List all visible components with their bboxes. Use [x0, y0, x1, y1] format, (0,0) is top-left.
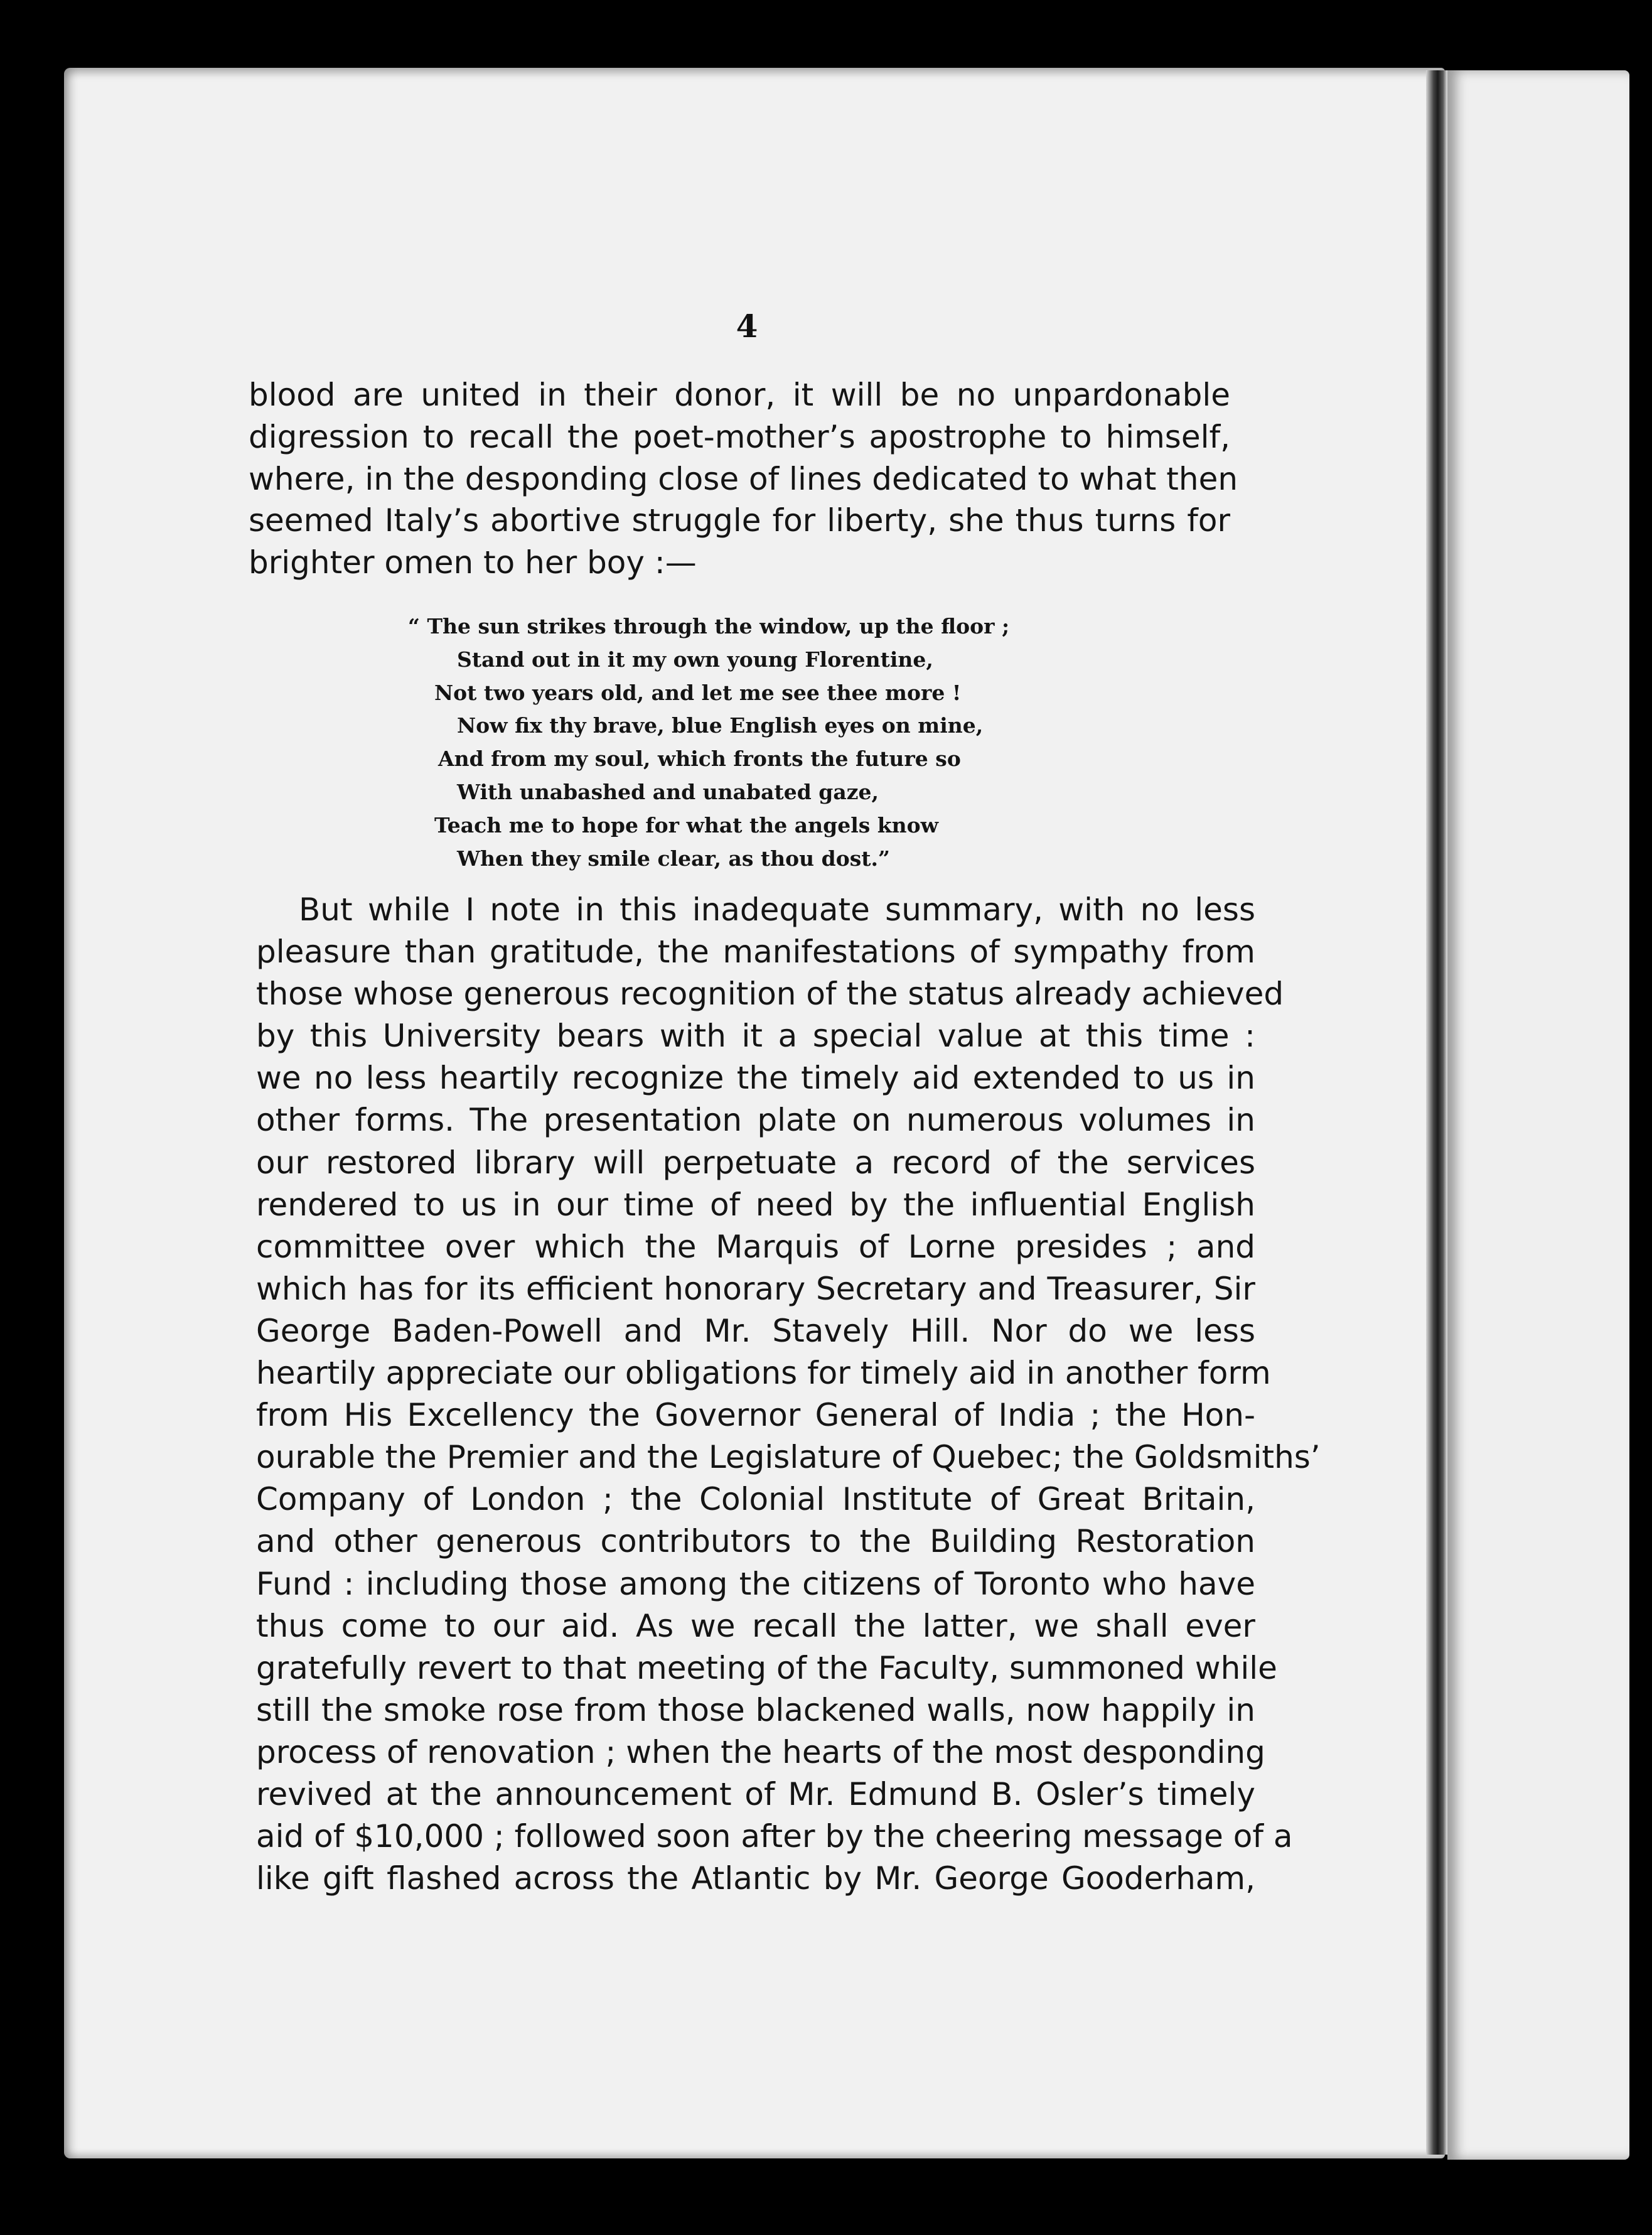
text-line: process of renovation ; when the hearts of the most desponding: [256, 1733, 1265, 1770]
verse-line: Now fix thy brave, blue English eyes on mine,: [457, 713, 984, 738]
text-line: committee over which the Marquis of Lorne presides ; and: [256, 1228, 1255, 1265]
text-line: which has for its efficient honorary Secretary and Treasurer, Sir: [256, 1270, 1255, 1307]
text-line: those whose generous recognition of the status already achieved: [256, 976, 1284, 1013]
verse-line: “ The sun strikes through the window, up the floor ;: [408, 614, 1010, 638]
verse-line: Teach me to hope for what the angels know: [434, 812, 939, 837]
text-line: other forms. The presentation plate on numerous volumes in: [256, 1102, 1255, 1139]
book-spine: [1426, 70, 1447, 2155]
text-line: revived at the announcement of Mr. Edmund B. Osler’s timely: [256, 1775, 1255, 1812]
text-line: rendered to us in our time of need by the influential English: [256, 1186, 1255, 1223]
text-line: and other generous contributors to the Building Restoration: [256, 1523, 1255, 1560]
text-line: where, in the desponding close of lines dedicated to what then: [249, 460, 1238, 497]
text-line: by this University bears with it a special value at this time :: [256, 1018, 1255, 1055]
text-line: like gift flashed across the Atlantic by Mr. George Gooderham,: [256, 1860, 1255, 1897]
verse-line: Not two years old, and let me see thee more !: [434, 680, 962, 705]
text-line: gratefully revert to that meeting of the Faculty, summoned while: [256, 1649, 1277, 1686]
page-number: 4: [736, 308, 758, 345]
verse-line: When they smile clear, as thou dost.”: [457, 846, 891, 871]
text-line: George Baden-Powell and Mr. Stavely Hill. Nor do we less: [256, 1312, 1255, 1349]
main-paragraph: [256, 889, 1321, 1900]
text-line: seemed Italy’s abortive struggle for liberty, she thus turns for: [249, 502, 1230, 539]
poem-quotation: [408, 610, 1130, 875]
text-line: pleasure than gratitude, the manifestations of sympathy from: [256, 934, 1255, 971]
verse-line: With unabashed and unabated gaze,: [457, 779, 879, 804]
text-line: But while I note in this inadequate summary, with no less: [299, 891, 1255, 928]
text-line: Company of London ; the Colonial Institute of Great Britain,: [256, 1481, 1255, 1518]
text-line: Fund : including those among the citizens of Toronto who have: [256, 1565, 1255, 1602]
right-page-edge: [1447, 70, 1629, 2160]
text-line: our restored library will perpetuate a record of the services: [256, 1144, 1255, 1181]
verse-line: Stand out in it my own young Florentine,: [457, 647, 933, 672]
text-line: brighter omen to her boy :—: [249, 544, 697, 581]
text-line: aid of $10,000 ; followed soon after by the cheering message of a: [256, 1818, 1293, 1855]
text-line: blood are united in their donor, it will be no unpardonable: [249, 377, 1230, 413]
verse-line: And from my soul, which fronts the future so: [438, 746, 961, 772]
text-line: from His Excellency the Governor General of India ; the Hon-: [256, 1397, 1255, 1434]
text-line: we no less heartily recognize the timely aid extended to us in: [256, 1060, 1255, 1097]
text-line: thus come to our aid. As we recall the latter, we shall ever: [256, 1607, 1255, 1644]
opening-paragraph: [249, 374, 1238, 584]
text-line: heartily appreciate our obligations for timely aid in another form: [256, 1355, 1271, 1392]
text-line: ourable the Premier and the Legislature of Quebec; the Goldsmiths’: [256, 1439, 1321, 1476]
text-line: digression to recall the poet-mother’s apostrophe to himself,: [249, 418, 1230, 455]
text-line: still the smoke rose from those blackened walls, now happily in: [256, 1691, 1255, 1728]
